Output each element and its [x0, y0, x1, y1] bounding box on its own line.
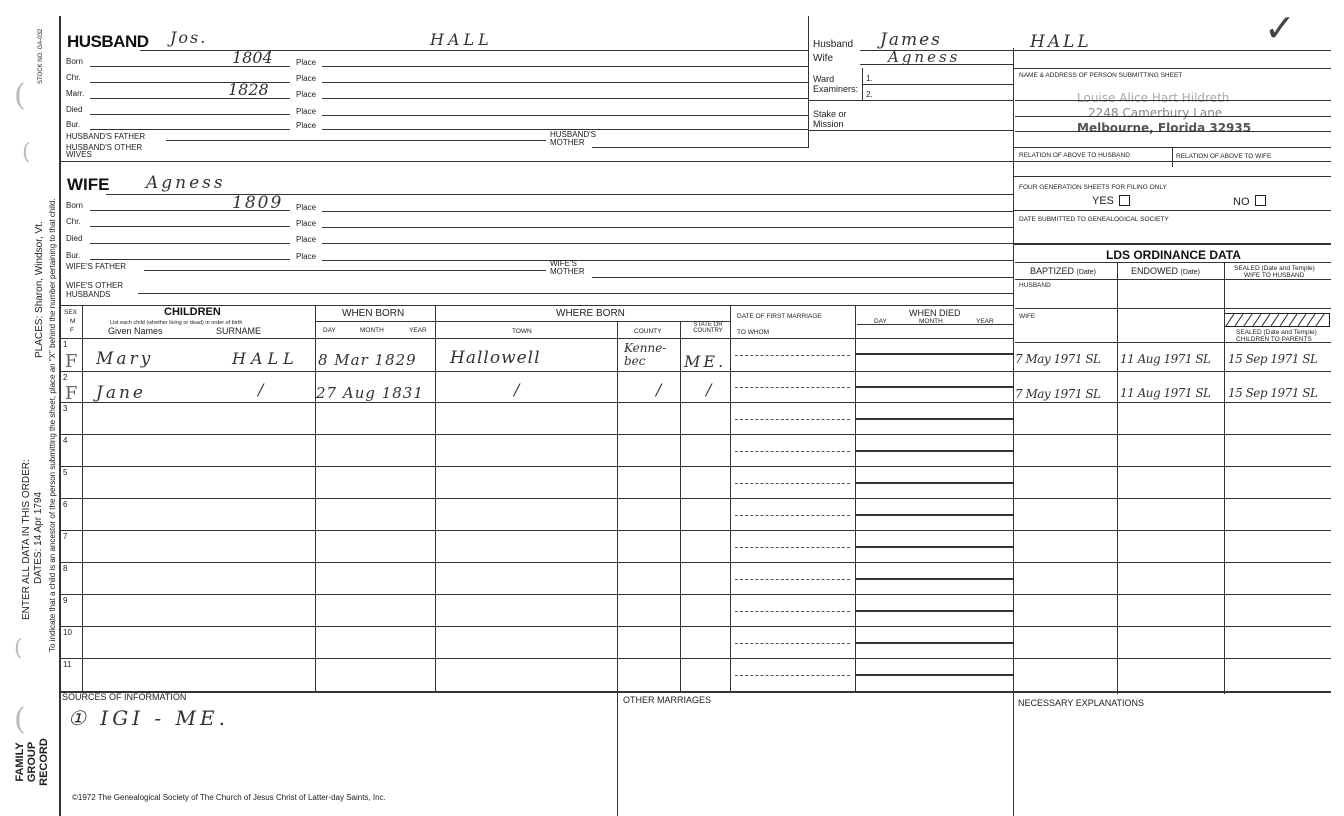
wife-heading: WIFE: [67, 175, 110, 194]
child-number: 11: [63, 660, 72, 669]
yes-checkbox[interactable]: [1119, 195, 1130, 206]
lds-header-bottom: [1015, 342, 1331, 343]
lds-date-label: (Date): [1180, 269, 1200, 276]
husband-chr-place-line: [322, 82, 808, 83]
lds-date-label: (Date): [1076, 269, 1096, 276]
child-number: 7: [63, 532, 68, 541]
relation-wife-label: RELATION OF ABOVE TO WIFE: [1176, 153, 1272, 160]
child-surname: /: [258, 380, 264, 399]
husband-mother-label: HUSBAND'S MOTHER: [550, 130, 596, 147]
husband-marr-place-line: [322, 98, 808, 99]
husband-marr-label: Marr.: [66, 89, 85, 98]
marriage-date-line: [735, 483, 850, 484]
dates-example: DATES: 14 Apr 1794: [33, 491, 44, 584]
marriage-date-line: [735, 355, 850, 356]
wife-chr-line: [90, 226, 290, 227]
town-header: TOWN: [512, 328, 532, 335]
lds-husband-bottom: [1015, 308, 1331, 309]
wife-born-place-label: Place: [296, 203, 317, 212]
explanations-label: NECESSARY EXPLANATIONS: [1018, 698, 1145, 708]
marriage-date-line: [735, 451, 850, 452]
row-line: [60, 402, 1331, 403]
form-title: [14, 732, 50, 792]
husband-died-line: [90, 114, 290, 115]
husband-marr-place-label: Place: [296, 90, 317, 99]
child-number: 9: [63, 596, 68, 605]
rh-husband-given: James: [880, 30, 942, 50]
examiner-2: 2.: [866, 90, 873, 99]
submitter-name: Louise Alice Hart Hildreth: [1077, 91, 1230, 105]
child-state: /: [706, 380, 712, 399]
child-number: 4: [63, 436, 68, 445]
hatched-area-icon: [1224, 313, 1330, 327]
sex-m-header: M: [70, 318, 76, 325]
wife-born-date: 1809: [232, 193, 284, 213]
husband-died-place-line: [322, 115, 808, 116]
husband-bur-place-label: Place: [296, 121, 317, 130]
places-example: PLACES: Sharon, Windsor, Vt.: [34, 221, 45, 358]
given-names-header: Given Names: [108, 326, 163, 336]
wife-bur-line: [90, 259, 290, 260]
when-died-header: WHEN DIED: [909, 308, 961, 318]
filing-bottom: [1013, 210, 1331, 211]
children-header-bottom: [60, 338, 1013, 339]
lds-husband-label: HUSBAND: [1019, 282, 1051, 289]
born-month-header: MONTH: [360, 327, 384, 334]
wife-father-line: [144, 270, 546, 271]
child-ancestor-note: To indicate that a child is an ancestor of the person submitting the sheet, place an "X" behind the number pertaining to that child.: [48, 198, 57, 652]
child-number: 10: [63, 628, 72, 637]
binder-hole: (: [14, 636, 23, 661]
child-number: 8: [63, 564, 68, 573]
husband-chr-place-label: Place: [296, 74, 317, 83]
husband-born-date: 1804: [232, 48, 273, 67]
marriage-date-line: [735, 579, 850, 580]
sex-f-header: F: [70, 327, 74, 334]
child-born: 27 Aug 1831: [316, 384, 424, 402]
wife-born-label: Born: [66, 201, 83, 210]
rh-wife-name: Agness: [888, 48, 961, 66]
first-marriage-header: DATE OF FIRST MARRIAGE: [737, 313, 822, 320]
marriage-date-line: [735, 515, 850, 516]
child-born: 8 Mar 1829: [318, 351, 417, 369]
child-sex: F: [65, 383, 78, 404]
binder-hole: (: [14, 78, 26, 113]
child-county: /: [656, 380, 662, 399]
frame-top-right: [1013, 68, 1331, 69]
submitter-line: [1015, 131, 1331, 132]
lds-wife-label: WIFE: [1019, 313, 1036, 320]
died-line: [855, 450, 1013, 452]
yes-label: YES: [1092, 195, 1115, 207]
child-number: 6: [63, 500, 68, 509]
state-header: STATE OR COUNTRY: [693, 322, 723, 334]
submitter-label: NAME & ADDRESS OF PERSON SUBMITTING SHEET: [1019, 72, 1183, 79]
examiner-1-line: [862, 84, 1013, 85]
lds-baptized-label: BAPTIZED: [1030, 266, 1075, 276]
wife-died-line: [90, 243, 290, 244]
rh-husband-label: Husband: [813, 39, 854, 50]
binder-hole: (: [14, 702, 26, 737]
col-county: [680, 321, 681, 691]
row-line: [60, 498, 1331, 499]
rh-wife-label: Wife: [813, 53, 833, 64]
husband-born-label: Born: [66, 57, 83, 66]
wife-mother-label: WIFE'S MOTHER: [550, 259, 585, 276]
row-line: [60, 434, 1331, 435]
children-header-mid: [315, 321, 730, 322]
relation-bottom: [1013, 176, 1331, 177]
husband-heading: HUSBAND: [67, 32, 149, 51]
child-given: Mary: [96, 349, 154, 369]
born-day-header: DAY: [323, 327, 336, 334]
relation-divider: [1172, 147, 1173, 167]
lds-title-line: [1015, 262, 1331, 263]
died-line: [855, 546, 1013, 548]
wife-chr-place-label: Place: [296, 219, 317, 228]
died-line: [855, 418, 1013, 420]
wife-bur-label: Bur.: [66, 251, 81, 260]
wife-bur-place-line: [322, 260, 1013, 261]
date-submitted-bottom: [1013, 243, 1331, 245]
child-sex: F: [65, 351, 78, 372]
lds-endowed: [1131, 267, 1200, 277]
col-town: [617, 321, 618, 691]
wife-born-place-line: [322, 211, 1013, 212]
husband-father-line: [166, 140, 546, 141]
county-header: COUNTY: [634, 328, 662, 335]
husband-given-name: Jos.: [170, 28, 208, 47]
child-number: 5: [63, 468, 68, 477]
husband-chr-label: Chr.: [66, 73, 81, 82]
marriage-date-line: [735, 675, 850, 676]
row-line: [60, 466, 1331, 467]
child-sealed: 15 Sep 1971 SL: [1228, 386, 1318, 400]
children-header: CHILDREN: [164, 306, 221, 318]
surname-header: SURNAME: [216, 326, 262, 336]
form-title-text: FAMILY GROUP RECORD: [14, 738, 50, 786]
husband-block-bottom: [60, 161, 1331, 162]
died-line: [855, 353, 1013, 355]
stake-bottom: [808, 130, 1013, 131]
died-line: [855, 578, 1013, 580]
when-born-header: WHEN BORN: [342, 308, 405, 319]
wife-died-place-label: Place: [296, 235, 317, 244]
marriage-date-line: [735, 547, 850, 548]
children-bottom: [60, 691, 1331, 693]
wife-died-place-line: [322, 243, 1013, 244]
died-line: [855, 386, 1013, 388]
child-county: Kenne-bec: [624, 341, 667, 368]
lds-endowed-label: ENDOWED: [1131, 266, 1178, 276]
frame-left: [59, 16, 61, 816]
copyright: ©1972 The Genealogical Society of The Church of Jesus Christ of Latter-day Saints, Inc.: [72, 793, 386, 802]
lds-sealed-wife: SEALED (Date and Temple): [1234, 265, 1315, 272]
row-line: [60, 594, 1331, 595]
husband-surname: HALL: [430, 30, 493, 49]
lds-col-divider: [1117, 262, 1118, 694]
sources-label: SOURCES OF INFORMATION: [62, 692, 187, 702]
marriage-date-line: [735, 643, 850, 644]
frame-divider: [1013, 48, 1014, 816]
submitter-line: [1015, 116, 1331, 117]
wife-bur-place-label: Place: [296, 252, 317, 261]
child-town: Hallowell: [450, 348, 541, 368]
born-year-header: YEAR: [409, 327, 427, 334]
other-marriages-divider: [617, 691, 618, 816]
child-number: 2: [63, 373, 68, 382]
wife-chr-place-line: [322, 227, 1013, 228]
died-line: [855, 514, 1013, 516]
died-line: [855, 642, 1013, 644]
submitter-street: 2248 Camerbury Lane: [1088, 106, 1223, 120]
husband-born-place-line: [322, 66, 808, 67]
wife-other-husbands-label: WIFE'S OTHER HUSBANDS: [66, 281, 124, 299]
wife-other-husbands-line: [138, 293, 1013, 294]
rh-wife-line: [860, 64, 1013, 65]
child-given: Jane: [96, 383, 146, 403]
lds-children-to-parents: CHILDREN TO PARENTS: [1236, 336, 1312, 343]
no-checkbox[interactable]: [1255, 195, 1266, 206]
marriage-date-line: [735, 611, 850, 612]
row-line: [60, 562, 1331, 563]
other-marriages-label: OTHER MARRIAGES: [623, 695, 712, 705]
lds-header-bottom: [1015, 279, 1331, 280]
died-line: [855, 674, 1013, 676]
relation-husband-label: RELATION OF ABOVE TO HUSBAND: [1019, 152, 1130, 159]
examiners-bottom: [808, 100, 1013, 101]
enter-data-order: ENTER ALL DATA IN THIS ORDER:: [21, 459, 32, 620]
child-baptized: 7 May 1971 SL: [1015, 352, 1101, 366]
husband-marr-date: 1828: [228, 80, 269, 99]
died-header-line: [857, 324, 1013, 325]
row-line: [60, 530, 1331, 531]
date-submitted-label: DATE SUBMITTED TO GENEALOGICAL SOCIETY: [1019, 216, 1169, 223]
rh-husband-surname: HALL: [1030, 32, 1092, 52]
row-line: [60, 658, 1331, 659]
child-town: /: [514, 380, 520, 399]
died-day-header: DAY: [874, 318, 887, 325]
wife-given-name: Agness: [146, 173, 226, 193]
child-state: ME.: [684, 352, 727, 371]
died-line: [855, 482, 1013, 484]
where-born-header: WHERE BORN: [556, 308, 625, 319]
child-number: 1: [63, 340, 68, 349]
row-line: [60, 371, 1331, 372]
child-surname: HALL: [232, 349, 299, 368]
sources-entry: ① IGI - ME.: [68, 706, 229, 730]
submitter-line: [1015, 100, 1331, 101]
sex-header: SEX: [64, 309, 78, 316]
child-endowed: 11 Aug 1971 SL: [1120, 352, 1211, 366]
husband-born-place-label: Place: [296, 58, 317, 67]
child-sealed: 15 Sep 1971 SL: [1228, 352, 1318, 366]
wife-chr-label: Chr.: [66, 217, 81, 226]
frame-divider: [808, 16, 809, 148]
stake-label: Stake or Mission: [813, 109, 847, 129]
child-endowed: 11 Aug 1971 SL: [1120, 386, 1211, 400]
children-instructions: List each child (whether living or dead) in order of birth: [110, 320, 243, 326]
died-month-header: MONTH: [919, 318, 943, 325]
lds-sealed-children: SEALED (Date and Temple): [1236, 329, 1317, 336]
examiners-label: Examiners:: [813, 84, 859, 94]
lds-title: LDS ORDINANCE DATA: [1106, 248, 1241, 262]
ward-label: Ward: [813, 74, 835, 84]
wife-mother-line: [592, 277, 1013, 278]
husband-died-place-label: Place: [296, 107, 317, 116]
check-mark: ✓: [1264, 6, 1296, 50]
husband-bur-line: [90, 129, 290, 130]
died-line: [855, 610, 1013, 612]
husband-bur-label: Bur.: [66, 120, 81, 129]
died-year-header: YEAR: [976, 318, 994, 325]
child-number: 3: [63, 404, 68, 413]
lds-col-divider: [1224, 262, 1225, 694]
wife-died-label: Died: [66, 234, 83, 243]
lds-baptized: [1030, 267, 1096, 277]
examiner-1: 1.: [866, 74, 873, 83]
to-whom-header: TO WHOM: [737, 329, 770, 336]
wife-father-label: WIFE'S FATHER: [66, 262, 127, 271]
husband-other-wives-label: HUSBAND'S OTHER WIVES: [66, 143, 143, 159]
husband-mother-line: [592, 147, 808, 148]
row-line: [60, 626, 1331, 627]
husband-died-label: Died: [66, 105, 83, 114]
no-label: NO: [1233, 196, 1250, 208]
marriage-date-line: [735, 419, 850, 420]
lds-wife-to-husband: WIFE TO HUSBAND: [1244, 272, 1305, 279]
child-baptized: 7 May 1971 SL: [1015, 387, 1101, 401]
submitter-city: Melbourne, Florida 32935: [1077, 121, 1252, 135]
marriage-date-line: [735, 387, 850, 388]
husband-father-label: HUSBAND'S FATHER: [66, 132, 146, 141]
binder-hole: (: [22, 140, 31, 165]
filing-label: FOUR GENERATION SHEETS FOR FILING ONLY: [1019, 184, 1167, 191]
stock-number: STOCK NO. GA-032: [38, 28, 44, 84]
